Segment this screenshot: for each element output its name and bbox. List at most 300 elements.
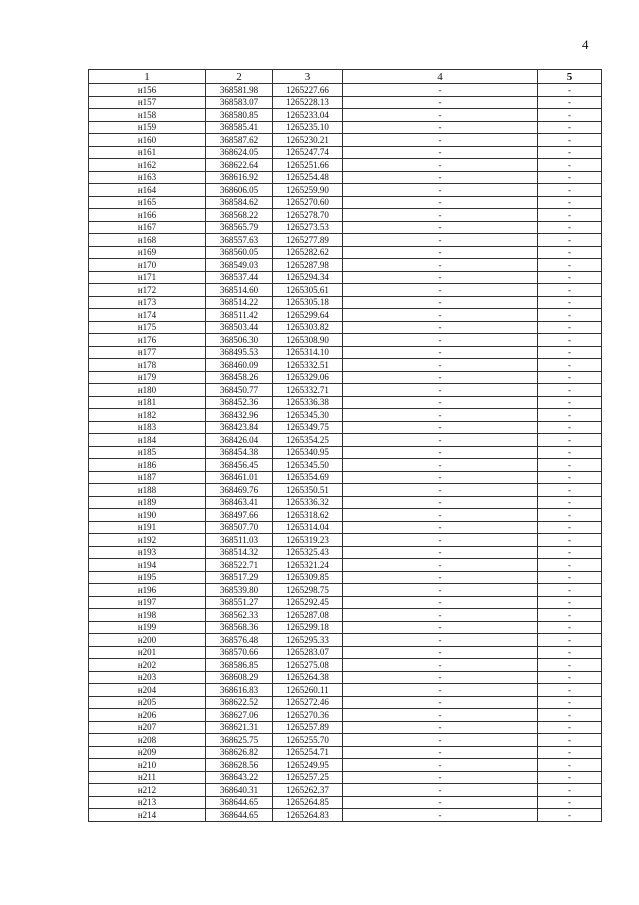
column-4-cell: - xyxy=(343,409,538,422)
column-4-cell: - xyxy=(343,809,538,822)
column-4-cell: - xyxy=(343,471,538,484)
column-4-cell: - xyxy=(343,309,538,322)
column-5-cell: - xyxy=(538,684,602,697)
x-coordinate-cell: 368583.07 xyxy=(206,96,273,109)
column-4-cell: - xyxy=(343,659,538,672)
table-row xyxy=(89,596,602,609)
y-coordinate-cell: 1265345.30 xyxy=(273,409,343,422)
y-coordinate-cell: 1265270.36 xyxy=(273,709,343,722)
x-coordinate-cell: 368454.38 xyxy=(206,446,273,459)
table-row xyxy=(89,271,602,284)
point-id-cell: н185 xyxy=(89,446,206,459)
column-5-cell: - xyxy=(538,359,602,372)
x-coordinate-cell: 368495.53 xyxy=(206,346,273,359)
y-coordinate-cell: 1265227.66 xyxy=(273,84,343,97)
column-4-cell: - xyxy=(343,346,538,359)
column-5-cell: - xyxy=(538,134,602,147)
column-header-1: 1 xyxy=(89,70,206,84)
y-coordinate-cell: 1265314.04 xyxy=(273,521,343,534)
x-coordinate-cell: 368622.64 xyxy=(206,159,273,172)
column-5-cell: - xyxy=(538,184,602,197)
y-coordinate-cell: 1265272.46 xyxy=(273,696,343,709)
y-coordinate-cell: 1265329.06 xyxy=(273,371,343,384)
x-coordinate-cell: 368511.03 xyxy=(206,534,273,547)
table-row xyxy=(89,209,602,222)
x-coordinate-cell: 368551.27 xyxy=(206,596,273,609)
column-4-cell: - xyxy=(343,434,538,447)
x-coordinate-cell: 368585.41 xyxy=(206,121,273,134)
column-5-cell: - xyxy=(538,696,602,709)
table-row xyxy=(89,659,602,672)
column-5-cell: - xyxy=(538,271,602,284)
point-id-cell: н211 xyxy=(89,771,206,784)
point-id-cell: н181 xyxy=(89,396,206,409)
x-coordinate-cell: 368625.75 xyxy=(206,734,273,747)
y-coordinate-cell: 1265235.10 xyxy=(273,121,343,134)
x-coordinate-cell: 368469.76 xyxy=(206,484,273,497)
x-coordinate-cell: 368458.26 xyxy=(206,371,273,384)
y-coordinate-cell: 1265262.37 xyxy=(273,784,343,797)
x-coordinate-cell: 368460.09 xyxy=(206,359,273,372)
column-4-cell: - xyxy=(343,221,538,234)
y-coordinate-cell: 1265298.75 xyxy=(273,584,343,597)
column-5-cell: - xyxy=(538,459,602,472)
y-coordinate-cell: 1265287.08 xyxy=(273,609,343,622)
column-header-4: 4 xyxy=(343,70,538,84)
point-id-cell: н187 xyxy=(89,471,206,484)
column-4-cell: - xyxy=(343,234,538,247)
point-id-cell: н168 xyxy=(89,234,206,247)
column-4-cell: - xyxy=(343,571,538,584)
table-row xyxy=(89,459,602,472)
table-row xyxy=(89,746,602,759)
table-row xyxy=(89,571,602,584)
x-coordinate-cell: 368584.62 xyxy=(206,196,273,209)
table-row xyxy=(89,621,602,634)
y-coordinate-cell: 1265345.50 xyxy=(273,459,343,472)
column-5-cell: - xyxy=(538,409,602,422)
y-coordinate-cell: 1265349.75 xyxy=(273,421,343,434)
page-number: 4 xyxy=(582,37,589,52)
point-id-cell: н172 xyxy=(89,284,206,297)
point-id-cell: н167 xyxy=(89,221,206,234)
table-row xyxy=(89,509,602,522)
table-row xyxy=(89,284,602,297)
x-coordinate-cell: 368452.36 xyxy=(206,396,273,409)
table-row xyxy=(89,309,602,322)
point-id-cell: н193 xyxy=(89,546,206,559)
y-coordinate-cell: 1265255.70 xyxy=(273,734,343,747)
y-coordinate-cell: 1265354.25 xyxy=(273,434,343,447)
column-4-cell: - xyxy=(343,359,538,372)
y-coordinate-cell: 1265257.89 xyxy=(273,721,343,734)
column-5-cell: - xyxy=(538,646,602,659)
x-coordinate-cell: 368514.32 xyxy=(206,546,273,559)
column-4-cell: - xyxy=(343,559,538,572)
table-row xyxy=(89,196,602,209)
table-row xyxy=(89,384,602,397)
column-4-cell: - xyxy=(343,121,538,134)
y-coordinate-cell: 1265294.34 xyxy=(273,271,343,284)
point-id-cell: н209 xyxy=(89,746,206,759)
y-coordinate-cell: 1265249.95 xyxy=(273,759,343,772)
column-header-2: 2 xyxy=(206,70,273,84)
column-4-cell: - xyxy=(343,371,538,384)
point-id-cell: н207 xyxy=(89,721,206,734)
table-row xyxy=(89,121,602,134)
column-header-5: 5 xyxy=(538,70,602,84)
point-id-cell: н205 xyxy=(89,696,206,709)
y-coordinate-cell: 1265299.64 xyxy=(273,309,343,322)
point-id-cell: н177 xyxy=(89,346,206,359)
column-4-cell: - xyxy=(343,321,538,334)
point-id-cell: н159 xyxy=(89,121,206,134)
column-5-cell: - xyxy=(538,709,602,722)
column-4-cell: - xyxy=(343,84,538,97)
point-id-cell: н188 xyxy=(89,484,206,497)
y-coordinate-cell: 1265270.60 xyxy=(273,196,343,209)
point-id-cell: н210 xyxy=(89,759,206,772)
table-row xyxy=(89,671,602,684)
y-coordinate-cell: 1265340.95 xyxy=(273,446,343,459)
column-4-cell: - xyxy=(343,671,538,684)
column-4-cell: - xyxy=(343,534,538,547)
point-id-cell: н174 xyxy=(89,309,206,322)
x-coordinate-cell: 368560.05 xyxy=(206,246,273,259)
column-5-cell: - xyxy=(538,334,602,347)
column-5-cell: - xyxy=(538,146,602,159)
table-row xyxy=(89,184,602,197)
y-coordinate-cell: 1265277.89 xyxy=(273,234,343,247)
x-coordinate-cell: 368507.70 xyxy=(206,521,273,534)
table-row xyxy=(89,609,602,622)
column-4-cell: - xyxy=(343,459,538,472)
column-5-cell: - xyxy=(538,96,602,109)
table-row xyxy=(89,634,602,647)
table-row xyxy=(89,534,602,547)
column-5-cell: - xyxy=(538,534,602,547)
table-body xyxy=(89,84,602,822)
table-row xyxy=(89,84,602,97)
x-coordinate-cell: 368463.41 xyxy=(206,496,273,509)
column-4-cell: - xyxy=(343,159,538,172)
point-id-cell: н162 xyxy=(89,159,206,172)
column-5-cell: - xyxy=(538,384,602,397)
point-id-cell: н173 xyxy=(89,296,206,309)
column-5-cell: - xyxy=(538,559,602,572)
column-4-cell: - xyxy=(343,771,538,784)
column-4-cell: - xyxy=(343,521,538,534)
column-5-cell: - xyxy=(538,296,602,309)
x-coordinate-cell: 368576.48 xyxy=(206,634,273,647)
column-5-cell: - xyxy=(538,596,602,609)
column-4-cell: - xyxy=(343,721,538,734)
point-id-cell: н186 xyxy=(89,459,206,472)
column-5-cell: - xyxy=(538,759,602,772)
y-coordinate-cell: 1265292.45 xyxy=(273,596,343,609)
column-4-cell: - xyxy=(343,484,538,497)
y-coordinate-cell: 1265230.21 xyxy=(273,134,343,147)
x-coordinate-cell: 368514.22 xyxy=(206,296,273,309)
column-5-cell: - xyxy=(538,159,602,172)
table-row xyxy=(89,409,602,422)
table-row xyxy=(89,359,602,372)
point-id-cell: н214 xyxy=(89,809,206,822)
point-id-cell: н170 xyxy=(89,259,206,272)
point-id-cell: н166 xyxy=(89,209,206,222)
point-id-cell: н192 xyxy=(89,534,206,547)
column-5-cell: - xyxy=(538,421,602,434)
point-id-cell: н158 xyxy=(89,109,206,122)
x-coordinate-cell: 368432.96 xyxy=(206,409,273,422)
column-4-cell: - xyxy=(343,759,538,772)
column-4-cell: - xyxy=(343,496,538,509)
y-coordinate-cell: 1265264.38 xyxy=(273,671,343,684)
y-coordinate-cell: 1265233.04 xyxy=(273,109,343,122)
table-row xyxy=(89,646,602,659)
x-coordinate-cell: 368616.83 xyxy=(206,684,273,697)
y-coordinate-cell: 1265332.51 xyxy=(273,359,343,372)
column-5-cell: - xyxy=(538,346,602,359)
point-id-cell: н163 xyxy=(89,171,206,184)
y-coordinate-cell: 1265278.70 xyxy=(273,209,343,222)
y-coordinate-cell: 1265228.13 xyxy=(273,96,343,109)
column-4-cell: - xyxy=(343,584,538,597)
column-4-cell: - xyxy=(343,146,538,159)
column-4-cell: - xyxy=(343,209,538,222)
column-5-cell: - xyxy=(538,796,602,809)
column-4-cell: - xyxy=(343,396,538,409)
point-id-cell: н164 xyxy=(89,184,206,197)
y-coordinate-cell: 1265283.07 xyxy=(273,646,343,659)
x-coordinate-cell: 368506.30 xyxy=(206,334,273,347)
column-4-cell: - xyxy=(343,246,538,259)
table-row xyxy=(89,584,602,597)
table-row xyxy=(89,796,602,809)
y-coordinate-cell: 1265314.10 xyxy=(273,346,343,359)
y-coordinate-cell: 1265309.85 xyxy=(273,571,343,584)
column-4-cell: - xyxy=(343,184,538,197)
x-coordinate-cell: 368514.60 xyxy=(206,284,273,297)
point-id-cell: н171 xyxy=(89,271,206,284)
y-coordinate-cell: 1265354.69 xyxy=(273,471,343,484)
x-coordinate-cell: 368461.01 xyxy=(206,471,273,484)
column-5-cell: - xyxy=(538,396,602,409)
x-coordinate-cell: 368644.65 xyxy=(206,809,273,822)
table-row xyxy=(89,296,602,309)
column-5-cell: - xyxy=(538,584,602,597)
y-coordinate-cell: 1265254.48 xyxy=(273,171,343,184)
column-4-cell: - xyxy=(343,334,538,347)
point-id-cell: н197 xyxy=(89,596,206,609)
column-4-cell: - xyxy=(343,596,538,609)
x-coordinate-cell: 368537.44 xyxy=(206,271,273,284)
table-row xyxy=(89,484,602,497)
y-coordinate-cell: 1265282.62 xyxy=(273,246,343,259)
point-id-cell: н202 xyxy=(89,659,206,672)
point-id-cell: н196 xyxy=(89,584,206,597)
x-coordinate-cell: 368450.77 xyxy=(206,384,273,397)
x-coordinate-cell: 368587.62 xyxy=(206,134,273,147)
x-coordinate-cell: 368586.85 xyxy=(206,659,273,672)
column-5-cell: - xyxy=(538,509,602,522)
y-coordinate-cell: 1265251.66 xyxy=(273,159,343,172)
y-coordinate-cell: 1265318.62 xyxy=(273,509,343,522)
y-coordinate-cell: 1265264.85 xyxy=(273,796,343,809)
column-5-cell: - xyxy=(538,571,602,584)
table-row xyxy=(89,734,602,747)
table-row xyxy=(89,496,602,509)
point-id-cell: н156 xyxy=(89,84,206,97)
point-id-cell: н175 xyxy=(89,321,206,334)
point-id-cell: н169 xyxy=(89,246,206,259)
x-coordinate-cell: 368640.31 xyxy=(206,784,273,797)
column-4-cell: - xyxy=(343,734,538,747)
x-coordinate-cell: 368628.56 xyxy=(206,759,273,772)
column-5-cell: - xyxy=(538,721,602,734)
point-id-cell: н206 xyxy=(89,709,206,722)
y-coordinate-cell: 1265350.51 xyxy=(273,484,343,497)
x-coordinate-cell: 368423.84 xyxy=(206,421,273,434)
x-coordinate-cell: 368644.65 xyxy=(206,796,273,809)
column-5-cell: - xyxy=(538,546,602,559)
point-id-cell: н213 xyxy=(89,796,206,809)
column-5-cell: - xyxy=(538,121,602,134)
y-coordinate-cell: 1265325.43 xyxy=(273,546,343,559)
y-coordinate-cell: 1265303.82 xyxy=(273,321,343,334)
table-row xyxy=(89,259,602,272)
y-coordinate-cell: 1265336.32 xyxy=(273,496,343,509)
table-row xyxy=(89,321,602,334)
point-id-cell: н160 xyxy=(89,134,206,147)
table-row xyxy=(89,421,602,434)
table-header-row xyxy=(89,70,602,84)
column-5-cell: - xyxy=(538,634,602,647)
column-4-cell: - xyxy=(343,646,538,659)
y-coordinate-cell: 1265336.38 xyxy=(273,396,343,409)
column-4-cell: - xyxy=(343,271,538,284)
table-row xyxy=(89,784,602,797)
x-coordinate-cell: 368616.92 xyxy=(206,171,273,184)
column-5-cell: - xyxy=(538,784,602,797)
table-row xyxy=(89,434,602,447)
table-row xyxy=(89,521,602,534)
column-4-cell: - xyxy=(343,196,538,209)
x-coordinate-cell: 368606.05 xyxy=(206,184,273,197)
x-coordinate-cell: 368511.42 xyxy=(206,309,273,322)
table-row xyxy=(89,709,602,722)
column-5-cell: - xyxy=(538,84,602,97)
point-id-cell: н198 xyxy=(89,609,206,622)
y-coordinate-cell: 1265295.33 xyxy=(273,634,343,647)
point-id-cell: н195 xyxy=(89,571,206,584)
column-5-cell: - xyxy=(538,196,602,209)
x-coordinate-cell: 368643.22 xyxy=(206,771,273,784)
column-4-cell: - xyxy=(343,134,538,147)
column-5-cell: - xyxy=(538,221,602,234)
x-coordinate-cell: 368568.22 xyxy=(206,209,273,222)
y-coordinate-cell: 1265299.18 xyxy=(273,621,343,634)
x-coordinate-cell: 368562.33 xyxy=(206,609,273,622)
x-coordinate-cell: 368580.85 xyxy=(206,109,273,122)
y-coordinate-cell: 1265247.74 xyxy=(273,146,343,159)
column-5-cell: - xyxy=(538,309,602,322)
x-coordinate-cell: 368522.71 xyxy=(206,559,273,572)
point-id-cell: н200 xyxy=(89,634,206,647)
x-coordinate-cell: 368557.63 xyxy=(206,234,273,247)
column-5-cell: - xyxy=(538,471,602,484)
column-header-3: 3 xyxy=(273,70,343,84)
column-4-cell: - xyxy=(343,284,538,297)
column-5-cell: - xyxy=(538,446,602,459)
table-row xyxy=(89,96,602,109)
point-id-cell: н201 xyxy=(89,646,206,659)
table-row xyxy=(89,109,602,122)
point-id-cell: н190 xyxy=(89,509,206,522)
table-row xyxy=(89,134,602,147)
y-coordinate-cell: 1265260.11 xyxy=(273,684,343,697)
column-4-cell: - xyxy=(343,96,538,109)
y-coordinate-cell: 1265305.61 xyxy=(273,284,343,297)
column-5-cell: - xyxy=(538,521,602,534)
table-row xyxy=(89,146,602,159)
y-coordinate-cell: 1265259.90 xyxy=(273,184,343,197)
column-5-cell: - xyxy=(538,434,602,447)
column-5-cell: - xyxy=(538,609,602,622)
point-id-cell: н199 xyxy=(89,621,206,634)
point-id-cell: н182 xyxy=(89,409,206,422)
table-row xyxy=(89,559,602,572)
column-5-cell: - xyxy=(538,171,602,184)
point-id-cell: н189 xyxy=(89,496,206,509)
x-coordinate-cell: 368622.52 xyxy=(206,696,273,709)
x-coordinate-cell: 368565.79 xyxy=(206,221,273,234)
point-id-cell: н184 xyxy=(89,434,206,447)
table-row xyxy=(89,759,602,772)
y-coordinate-cell: 1265275.08 xyxy=(273,659,343,672)
x-coordinate-cell: 368581.98 xyxy=(206,84,273,97)
table-row xyxy=(89,546,602,559)
point-id-cell: н180 xyxy=(89,384,206,397)
column-5-cell: - xyxy=(538,621,602,634)
column-5-cell: - xyxy=(538,259,602,272)
column-4-cell: - xyxy=(343,609,538,622)
table-row xyxy=(89,696,602,709)
point-id-cell: н157 xyxy=(89,96,206,109)
column-5-cell: - xyxy=(538,321,602,334)
y-coordinate-cell: 1265332.71 xyxy=(273,384,343,397)
x-coordinate-cell: 368568.36 xyxy=(206,621,273,634)
table-row xyxy=(89,721,602,734)
point-id-cell: н183 xyxy=(89,421,206,434)
column-4-cell: - xyxy=(343,546,538,559)
column-4-cell: - xyxy=(343,509,538,522)
column-4-cell: - xyxy=(343,446,538,459)
column-4-cell: - xyxy=(343,796,538,809)
x-coordinate-cell: 368517.29 xyxy=(206,571,273,584)
point-id-cell: н204 xyxy=(89,684,206,697)
point-id-cell: н179 xyxy=(89,371,206,384)
table-row xyxy=(89,221,602,234)
point-id-cell: н203 xyxy=(89,671,206,684)
y-coordinate-cell: 1265254.71 xyxy=(273,746,343,759)
point-id-cell: н178 xyxy=(89,359,206,372)
column-5-cell: - xyxy=(538,671,602,684)
column-4-cell: - xyxy=(343,421,538,434)
column-5-cell: - xyxy=(538,771,602,784)
y-coordinate-cell: 1265273.53 xyxy=(273,221,343,234)
y-coordinate-cell: 1265305.18 xyxy=(273,296,343,309)
